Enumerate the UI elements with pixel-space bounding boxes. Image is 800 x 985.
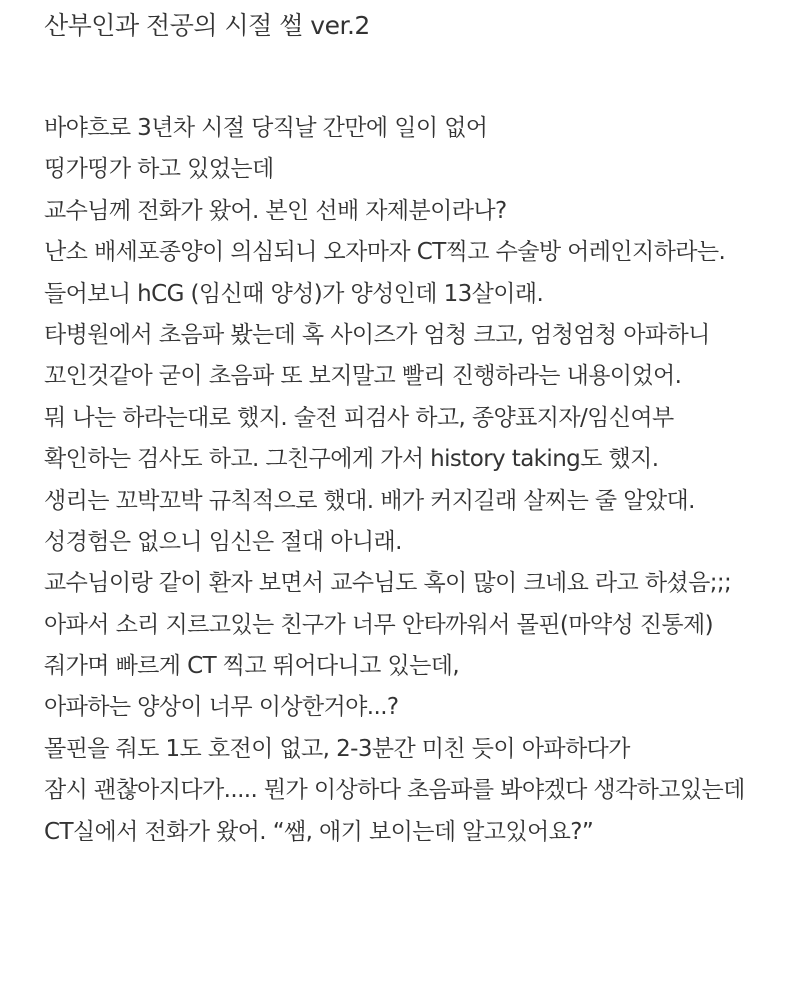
- text-line: 타병원에서 초음파 봤는데 혹 사이즈가 엄청 크고, 엄청엄청 아파하니: [44, 321, 710, 348]
- post-title: 산부인과 전공의 시절 썰 ver.2: [44, 11, 370, 40]
- text-line: 아파서 소리 지르고있는 친구가 너무 안타까워서 몰핀(마약성 진통제): [44, 611, 714, 638]
- text-line: 들어보니 hCG (임신때 양성)가 양성인데 13살이래.: [44, 280, 544, 307]
- text-line: 확인하는 검사도 하고. 그친구에게 가서 history taking도 했지.: [44, 446, 659, 473]
- text-line: 바야흐로 3년차 시절 당직날 간만에 일이 없어: [44, 115, 488, 141]
- text-line: 몰핀을 줘도 1도 호전이 없고, 2-3분간 미친 듯이 아파하다가: [44, 735, 630, 762]
- text-line: 생리는 꼬박꼬박 규칙적으로 했대. 배가 커지길래 살찌는 줄 알았대.: [44, 487, 695, 514]
- text-line: 성경험은 없으니 임신은 절대 아니래.: [44, 528, 402, 555]
- text-line: 교수님께 전화가 왔어. 본인 선배 자제분이라나?: [44, 197, 507, 224]
- post-body: [44, 108, 794, 853]
- text-line: 아파하는 양상이 너무 이상한거야...?: [44, 694, 399, 721]
- text-line: 뭐 나는 하라는대로 했지. 술전 피검사 하고, 종양표지자/임신여부: [44, 404, 674, 431]
- text-line: CT실에서 전화가 왔어. “쌤, 애기 보이는데 알고있어요?”: [44, 818, 594, 845]
- text-line: 난소 배세포종양이 의심되니 오자마자 CT찍고 수술방 어레인지하라는.: [44, 239, 726, 266]
- text-line: 띵가띵가 하고 있었는데: [44, 156, 274, 183]
- text-line: 꼬인것같아 굳이 초음파 또 보지말고 빨리 진행하라는 내용이었어.: [44, 363, 682, 390]
- text-line: 잠시 괜찮아지다가..... 뭔가 이상하다 초음파를 봐야겠다 생각하고있는데: [44, 777, 745, 804]
- text-line: 교수님이랑 같이 환자 보면서 교수님도 혹이 많이 크네요 라고 하셨음;;;: [44, 570, 732, 597]
- text-line: 줘가며 빠르게 CT 찍고 뛰어다니고 있는데,: [44, 653, 460, 680]
